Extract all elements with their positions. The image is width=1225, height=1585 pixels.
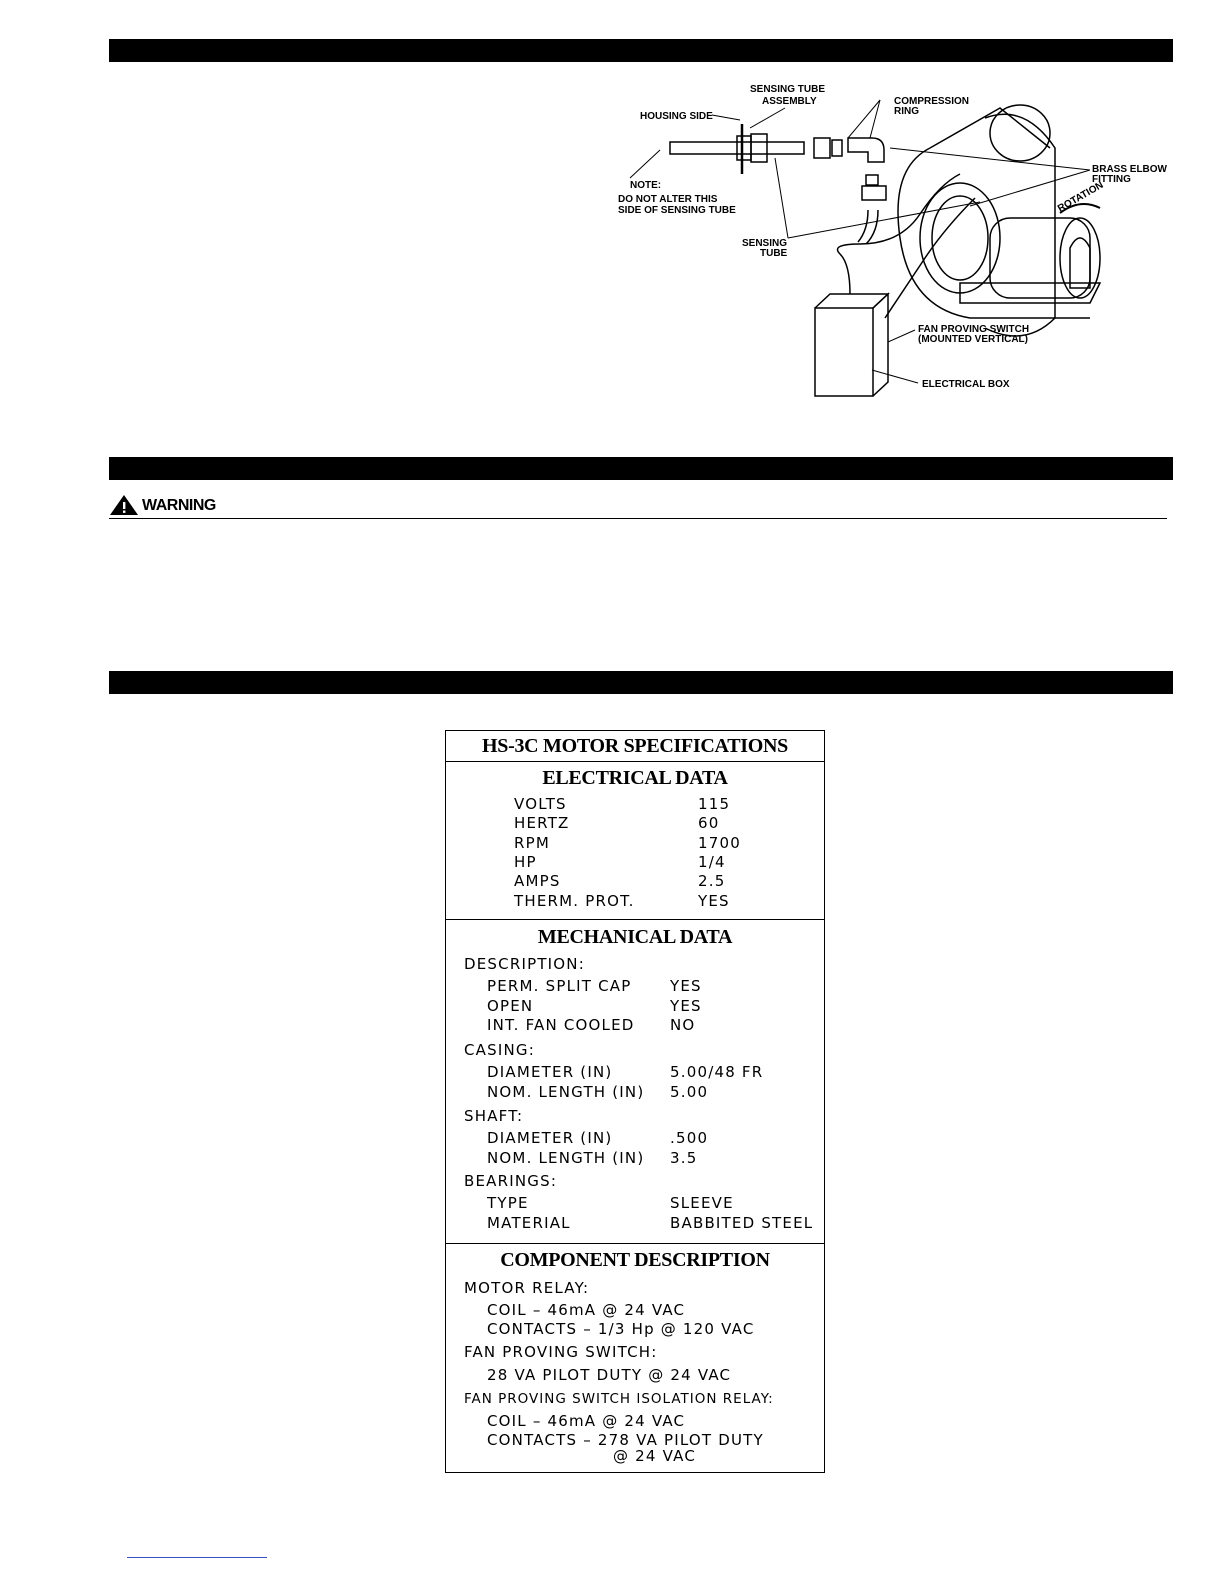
description-heading: DESCRIPTION: [464, 955, 585, 973]
footer-link-underline[interactable] [127, 1557, 267, 1558]
motor-specifications-table [445, 730, 825, 1473]
spec-value: YES [698, 891, 730, 910]
divider [446, 919, 824, 920]
spec-value: 115 [698, 795, 731, 813]
spec-value: YES [670, 996, 702, 1015]
section-header-bar [109, 671, 1173, 694]
label-fan-proving-switch-2: (MOUNTED VERTICAL) [918, 334, 1028, 345]
component-description-title: COMPONENT DESCRIPTION [500, 1249, 770, 1271]
spec-value: 2.5 [698, 872, 726, 891]
section-header-bar [109, 457, 1173, 480]
spec-value: NO [670, 1016, 696, 1034]
fan-proving-switch-heading: FAN PROVING SWITCH: [464, 1343, 658, 1361]
spec-value: 3.5 [670, 1148, 698, 1167]
label-electrical-box: ELECTRICAL BOX [922, 379, 1010, 390]
shaft-heading: SHAFT: [464, 1107, 524, 1125]
bearings-heading: BEARINGS: [464, 1172, 558, 1190]
divider [446, 761, 824, 762]
divider [446, 1243, 824, 1244]
motor-relay-contacts: CONTACTS – 1/3 Hp @ 120 VAC [487, 1320, 755, 1338]
label-housing-side: HOUSING SIDE [640, 111, 713, 122]
mechanical-data-title: MECHANICAL DATA [537, 926, 733, 948]
section-header-bar [109, 39, 1173, 62]
label-note: NOTE: [630, 180, 662, 191]
spec-value: 5.00 [670, 1082, 709, 1101]
warning-heading [109, 494, 1167, 519]
spec-key: INT. FAN COOLED [487, 1016, 635, 1034]
isolation-relay-contacts-2: @ 24 VAC [613, 1447, 696, 1465]
label-note-line1: DO NOT ALTER THIS [618, 194, 718, 205]
spec-value: SLEEVE [670, 1194, 734, 1212]
spec-key: MATERIAL [487, 1213, 571, 1232]
spec-key: DIAMETER (IN) [487, 1063, 613, 1081]
isolation-relay-coil: COIL – 46mA @ 24 VAC [487, 1412, 686, 1430]
label-compression-ring: COMPRESSION [894, 96, 970, 107]
spec-key: AMPS [514, 872, 561, 891]
label-brass-elbow-2: FITTING [1092, 174, 1131, 185]
spec-key: THERM. PROT. [514, 891, 635, 910]
spec-key: OPEN [487, 996, 534, 1015]
label-fan-proving-switch: FAN PROVING SWITCH [918, 324, 1030, 335]
label-brass-elbow: BRASS ELBOW [1092, 164, 1167, 175]
spec-value: 1/4 [698, 852, 726, 871]
spec-value: 5.00/48 FR [670, 1063, 764, 1081]
spec-title: HS-3C MOTOR SPECIFICATIONS [482, 735, 788, 757]
spec-key: RPM [514, 833, 551, 852]
spec-value: 1700 [698, 833, 741, 852]
label-sensing-tube: SENSING [742, 238, 788, 249]
motor-relay-coil: COIL – 46mA @ 24 VAC [487, 1301, 686, 1319]
sensing-tube-assembly-diagram [600, 78, 1180, 408]
casing-heading: CASING: [464, 1041, 535, 1059]
warning-label: WARNING [142, 497, 216, 514]
spec-key: VOLTS [514, 795, 567, 813]
label-sensing-tube-assembly: SENSING TUBE [750, 84, 826, 95]
spec-value: 60 [698, 814, 720, 833]
label-rotation: ROTATION [1056, 179, 1106, 215]
spec-value: .500 [670, 1129, 709, 1147]
spec-key: NOM. LENGTH (IN) [487, 1148, 645, 1167]
spec-value: BABBITED STEEL [670, 1213, 814, 1232]
label-compression-ring-2: RING [894, 106, 919, 117]
spec-key: HERTZ [514, 814, 570, 833]
isolation-relay-heading: FAN PROVING SWITCH ISOLATION RELAY: [464, 1391, 774, 1407]
warning-triangle-icon [109, 494, 139, 516]
fan-proving-switch-rating: 28 VA PILOT DUTY @ 24 VAC [487, 1366, 732, 1384]
label-sensing-tube-2: TUBE [760, 248, 788, 259]
isolation-relay-contacts: CONTACTS – 278 VA PILOT DUTY [487, 1431, 764, 1449]
spec-key: TYPE [487, 1194, 529, 1212]
electrical-data-title: ELECTRICAL DATA [542, 767, 728, 789]
label-note-line2: SIDE OF SENSING TUBE [618, 205, 736, 216]
spec-key: PERM. SPLIT CAP [487, 977, 632, 995]
spec-key: HP [514, 852, 537, 871]
spec-key: DIAMETER (IN) [487, 1129, 613, 1147]
spec-value: YES [670, 977, 702, 995]
label-sensing-tube-assembly-2: ASSEMBLY [762, 96, 817, 107]
spec-key: NOM. LENGTH (IN) [487, 1082, 645, 1101]
motor-relay-heading: MOTOR RELAY: [464, 1279, 590, 1297]
